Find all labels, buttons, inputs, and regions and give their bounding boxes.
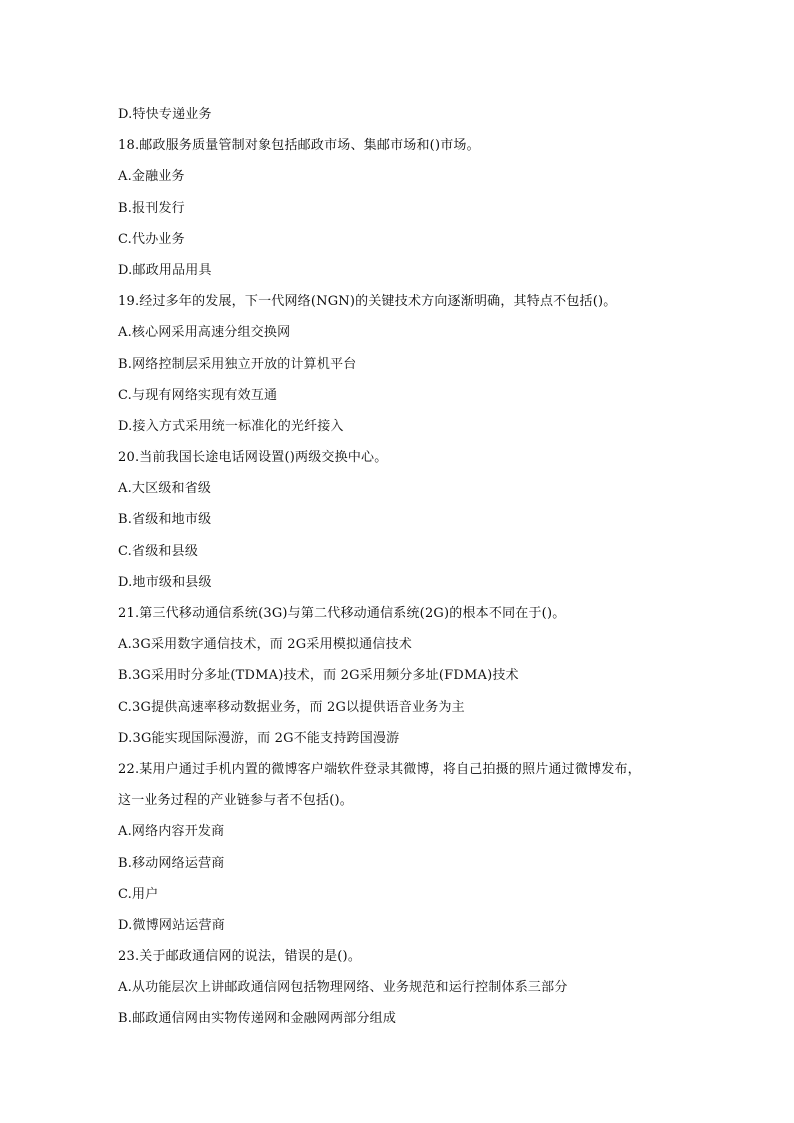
question-line: 23.关于邮政通信网的说法，错误的是()。 — [118, 949, 362, 965]
option-line: B.移动网络运营商 — [118, 855, 225, 871]
question-text-block — [118, 99, 678, 1035]
option-line: B.网络控制层采用独立开放的计算机平台 — [118, 356, 357, 372]
question-line: 18.邮政服务质量管制对象包括邮政市场、集邮市场和()市场。 — [118, 138, 480, 154]
option-line: A.从功能层次上讲邮政通信网包括物理网络、业务规范和运行控制体系三部分 — [118, 980, 568, 996]
option-line: C.代办业务 — [118, 231, 185, 247]
question-line: 20.当前我国长途电话网设置()两级交换中心。 — [118, 450, 388, 466]
option-line: C.3G提供高速率移动数据业务，而 2G以提供语音业务为主 — [118, 699, 465, 715]
option-line: A.金融业务 — [118, 169, 185, 185]
option-line: D.3G能实现国际漫游，而 2G不能支持跨国漫游 — [118, 730, 400, 746]
option-line: C.与现有网络实现有效互通 — [118, 387, 278, 403]
question-line-continued: 这一业务过程的产业链参与者不包括()。 — [118, 793, 353, 809]
option-line: C.省级和县级 — [118, 543, 199, 559]
option-line: B.3G采用时分多址(TDMA)技术，而 2G采用频分多址(FDMA)技术 — [118, 668, 519, 684]
option-line: A.网络内容开发商 — [118, 824, 225, 840]
option-line: A.大区级和省级 — [118, 481, 212, 497]
question-line: 22.某用户通过手机内置的微博客户端软件登录其微博，将自己拍摄的照片通过微博发布， — [118, 761, 641, 777]
option-line: A.核心网采用高速分组交换网 — [118, 325, 291, 341]
option-line: D.微博网站运营商 — [118, 917, 225, 933]
option-line: C.用户 — [118, 886, 159, 902]
option-line: D.接入方式采用统一标准化的光纤接入 — [118, 418, 344, 434]
question-line: 21.第三代移动通信系统(3G)与第二代移动通信系统(2G)的根本不同在于()。 — [118, 606, 566, 621]
option-line: B.省级和地市级 — [118, 512, 212, 528]
option-line: D.邮政用品用具 — [118, 262, 212, 278]
option-line: B.报刊发行 — [118, 200, 185, 216]
question-line: 19.经过多年的发展，下一代网络(NGN)的关键技术方向逐渐明确，其特点不包括()。 — [118, 294, 617, 310]
option-line: D.地市级和县级 — [118, 574, 212, 590]
option-line: B.邮政通信网由实物传递网和金融网两部分组成 — [118, 1011, 397, 1027]
option-line: D.特快专递业务 — [118, 107, 212, 122]
option-line: A.3G采用数字通信技术，而 2G采用模拟通信技术 — [118, 637, 412, 653]
